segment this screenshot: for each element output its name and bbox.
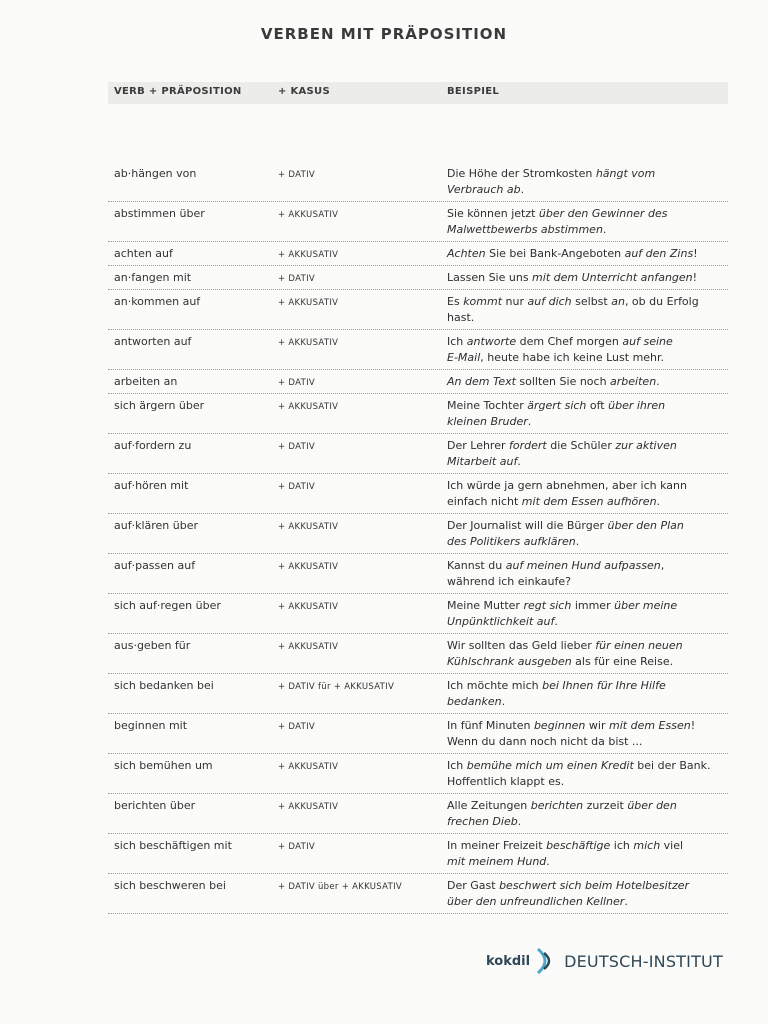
example-text: Hoffentlich klappt es. [447,775,565,788]
example-highlight: kommt [463,295,503,308]
example-text: In fünf Minuten [447,719,534,732]
row-example [447,478,732,510]
table-row [108,514,728,554]
row-kasus: + AKKUSATIV [278,298,339,308]
example-text: Der Journalist will die Bürger [447,519,608,532]
example-text: . [517,455,521,468]
table-row [108,290,728,330]
row-example [447,206,732,238]
row-example [447,758,732,790]
table-row [108,554,728,594]
example-text: Der Gast [447,879,500,892]
column-header-verb: VERB + PRÄPOSITION [114,86,242,97]
example-text: Sie bei Bank-Angeboten [485,247,625,260]
table-row [108,242,728,266]
example-highlight: ärgert sich [527,399,587,412]
table-row [108,434,728,474]
example-highlight: über den Plan [607,519,684,532]
example-highlight: auf seine [622,335,673,348]
example-highlight: auf den Zins [624,247,694,260]
row-kasus: + AKKUSATIV [278,338,339,348]
row-verb: beginnen mit [114,719,188,732]
example-text: Meine Tochter [447,399,528,412]
example-text: viel [660,839,684,852]
row-verb: antworten auf [114,335,192,348]
row-verb: sich auf·regen über [114,599,221,612]
row-example [447,878,732,910]
row-verb: ab·hängen von [114,167,197,180]
table-row [108,714,728,754]
example-text: nur [502,295,528,308]
example-highlight: beginnen [533,719,586,732]
example-text: die Schüler [546,439,616,452]
table-row [108,394,728,434]
example-highlight: zur aktiven [615,439,677,452]
row-verb: aus·geben für [114,639,191,652]
example-highlight: mit dem Essen [609,719,691,732]
example-highlight: mit dem Unterricht anfangen [532,271,693,284]
example-text: . [624,895,628,908]
row-example [447,678,732,710]
row-kasus: + AKKUSATIV [278,402,339,412]
table-row [108,202,728,242]
example-highlight: Malwettbewerbs abstimmen [447,223,603,236]
verb-table [108,162,728,914]
example-highlight: hängt vom [595,167,656,180]
example-text: . [546,855,550,868]
row-verb: auf·passen auf [114,559,196,572]
row-kasus: + DATIV [278,442,315,452]
row-kasus: + DATIV [278,482,315,492]
table-row [108,874,728,914]
example-highlight: beschwert sich beim Hotelbesitzer [499,879,690,892]
example-text: Der Lehrer [447,439,509,452]
example-highlight: über meine [614,599,678,612]
example-highlight: frechen Dieb [447,815,518,828]
example-text: wir [585,719,609,732]
row-example [447,398,732,430]
table-row [108,674,728,714]
example-highlight: bei Ihnen für Ihre Hilfe [542,679,666,692]
row-verb: auf·fordern zu [114,439,192,452]
example-highlight: kleinen Bruder [447,415,528,428]
example-text: ! [692,271,698,284]
example-text: zurzeit [583,799,628,812]
example-highlight: über ihren [608,399,666,412]
logo-wordmark: kokdil [486,953,531,969]
table-row [108,370,728,394]
row-kasus: + DATIV über + AKKUSATIV [278,882,402,892]
example-text: . [575,535,580,548]
row-verb: auf·klären über [114,519,199,532]
example-text: Lassen Sie uns [447,271,533,284]
row-example [447,438,732,470]
example-highlight: berichten [530,799,584,812]
table-row [108,474,728,514]
row-verb: an·fangen mit [114,271,192,284]
example-highlight: über den Gewinner des [538,207,668,220]
example-highlight: über den unfreundlichen Kellner [447,895,625,908]
row-example [447,166,732,198]
example-text: . [520,183,525,196]
example-highlight: antworte [466,335,517,348]
table-row [108,162,728,202]
row-verb: auf·hören mit [114,479,189,492]
row-verb: achten auf [114,247,173,260]
example-text: . [517,815,522,828]
row-verb: sich bemühen um [114,759,213,772]
example-text: einfach nicht [447,495,522,508]
row-verb: sich beschäftigen mit [114,839,232,852]
row-kasus: + AKKUSATIV [278,522,339,532]
example-text: Wir sollten das Geld lieber [447,639,596,652]
row-verb: sich ärgern über [114,399,205,412]
logo-mark-icon [534,946,558,976]
example-text: Meine Mutter [447,599,524,612]
column-header-beispiel: BEISPIEL [447,86,500,97]
example-highlight: über den [627,799,677,812]
example-text: Alle Zeitungen [447,799,531,812]
table-row [108,330,728,370]
table-row [108,634,728,674]
example-text: . [656,375,660,388]
row-example [447,246,732,262]
row-kasus: + DATIV [278,722,315,732]
example-text: als für eine Reise. [571,655,674,668]
example-text: Die Höhe der Stromkosten [447,167,596,180]
table-row [108,754,728,794]
example-text: während ich einkaufe? [447,575,571,588]
example-highlight: bemühe mich um einen Kredit [466,759,634,772]
row-kasus: + AKKUSATIV [278,762,339,772]
example-highlight: regt sich [523,599,572,612]
row-verb: sich bedanken bei [114,679,214,692]
logo-institute-name: DEUTSCH-INSTITUT [564,951,723,971]
row-kasus: + AKKUSATIV [278,210,339,220]
row-example [447,294,732,326]
example-text: . [501,695,506,708]
row-example [447,798,732,830]
row-kasus: + AKKUSATIV [278,642,339,652]
row-example [447,718,732,750]
example-text: . [602,223,607,236]
row-verb: abstimmen über [114,207,205,220]
example-highlight: auf dich [527,295,572,308]
example-highlight: An dem Text [447,375,516,388]
table-row [108,834,728,874]
logo [486,946,723,976]
table-row [108,794,728,834]
row-kasus: + AKKUSATIV [278,802,339,812]
column-header-kasus: + KASUS [278,86,330,97]
example-text: dem Chef morgen [516,335,623,348]
row-example [447,638,732,670]
example-text: , heute habe ich keine Lust mehr. [480,351,665,364]
row-example [447,838,732,870]
row-kasus: + DATIV für + AKKUSATIV [278,682,395,692]
row-example [447,270,732,286]
example-highlight: mich [633,839,661,852]
example-highlight: des Politikers aufklären [447,535,576,548]
example-highlight: Kühlschrank ausgeben [447,655,572,668]
example-text: bei der Bank. [633,759,711,772]
example-text: In meiner Freizeit [447,839,547,852]
table-row [108,594,728,634]
example-text: ! [693,247,698,260]
example-text: , ob du Erfolg [624,295,699,308]
example-highlight: für einen neuen [595,639,683,652]
example-text: . [527,415,532,428]
example-text: Ich [447,759,467,772]
example-text: ich [610,839,634,852]
example-highlight: arbeiten [610,375,657,388]
example-text: selbst [571,295,612,308]
example-text: sollten Sie noch [515,375,611,388]
example-highlight: an [611,295,625,308]
example-text: Wenn du dann noch nicht da bist ... [447,735,643,748]
row-example [447,374,732,390]
page-title: VERBEN MIT PRÄPOSITION [260,25,508,43]
example-highlight: mit dem Essen aufhören [521,495,657,508]
example-highlight: auf meinen Hund aufpassen [505,559,661,572]
example-text: . [656,495,661,508]
example-highlight: Unpünktlichkeit auf [447,615,555,628]
table-row [108,266,728,290]
row-kasus: + DATIV [278,842,315,852]
row-example [447,334,732,366]
row-example [447,518,732,550]
row-example [447,558,732,590]
row-verb: sich beschweren bei [114,879,226,892]
example-highlight: Verbrauch ab [447,183,521,196]
row-verb: arbeiten an [114,375,178,388]
example-text: , [660,559,665,572]
example-text: . [554,615,558,628]
example-text: oft [586,399,609,412]
row-verb: berichten über [114,799,196,812]
example-text: Kannst du [447,559,506,572]
row-kasus: + AKKUSATIV [278,250,339,260]
row-kasus: + AKKUSATIV [278,602,339,612]
example-text: Es [447,295,464,308]
example-highlight: fordert [509,439,547,452]
example-text: immer [571,599,615,612]
example-highlight: Achten [447,247,486,260]
row-example [447,598,732,630]
example-text: Ich möchte mich [447,679,543,692]
example-highlight: mit meinem Hund [447,855,547,868]
example-highlight: bedanken [447,695,502,708]
example-text: Ich würde ja gern abnehmen, aber ich kann [447,479,687,492]
example-highlight: E-Mail [447,351,481,364]
row-kasus: + DATIV [278,170,315,180]
example-text: ! [690,719,696,732]
example-highlight: beschäftige [546,839,611,852]
row-kasus: + AKKUSATIV [278,562,339,572]
example-text: Ich [447,335,467,348]
example-text: Sie können jetzt [447,207,539,220]
row-kasus: + DATIV [278,274,315,284]
example-highlight: Mitarbeit auf [447,455,518,468]
row-verb: an·kommen auf [114,295,201,308]
row-kasus: + DATIV [278,378,315,388]
example-text: hast. [447,311,475,324]
